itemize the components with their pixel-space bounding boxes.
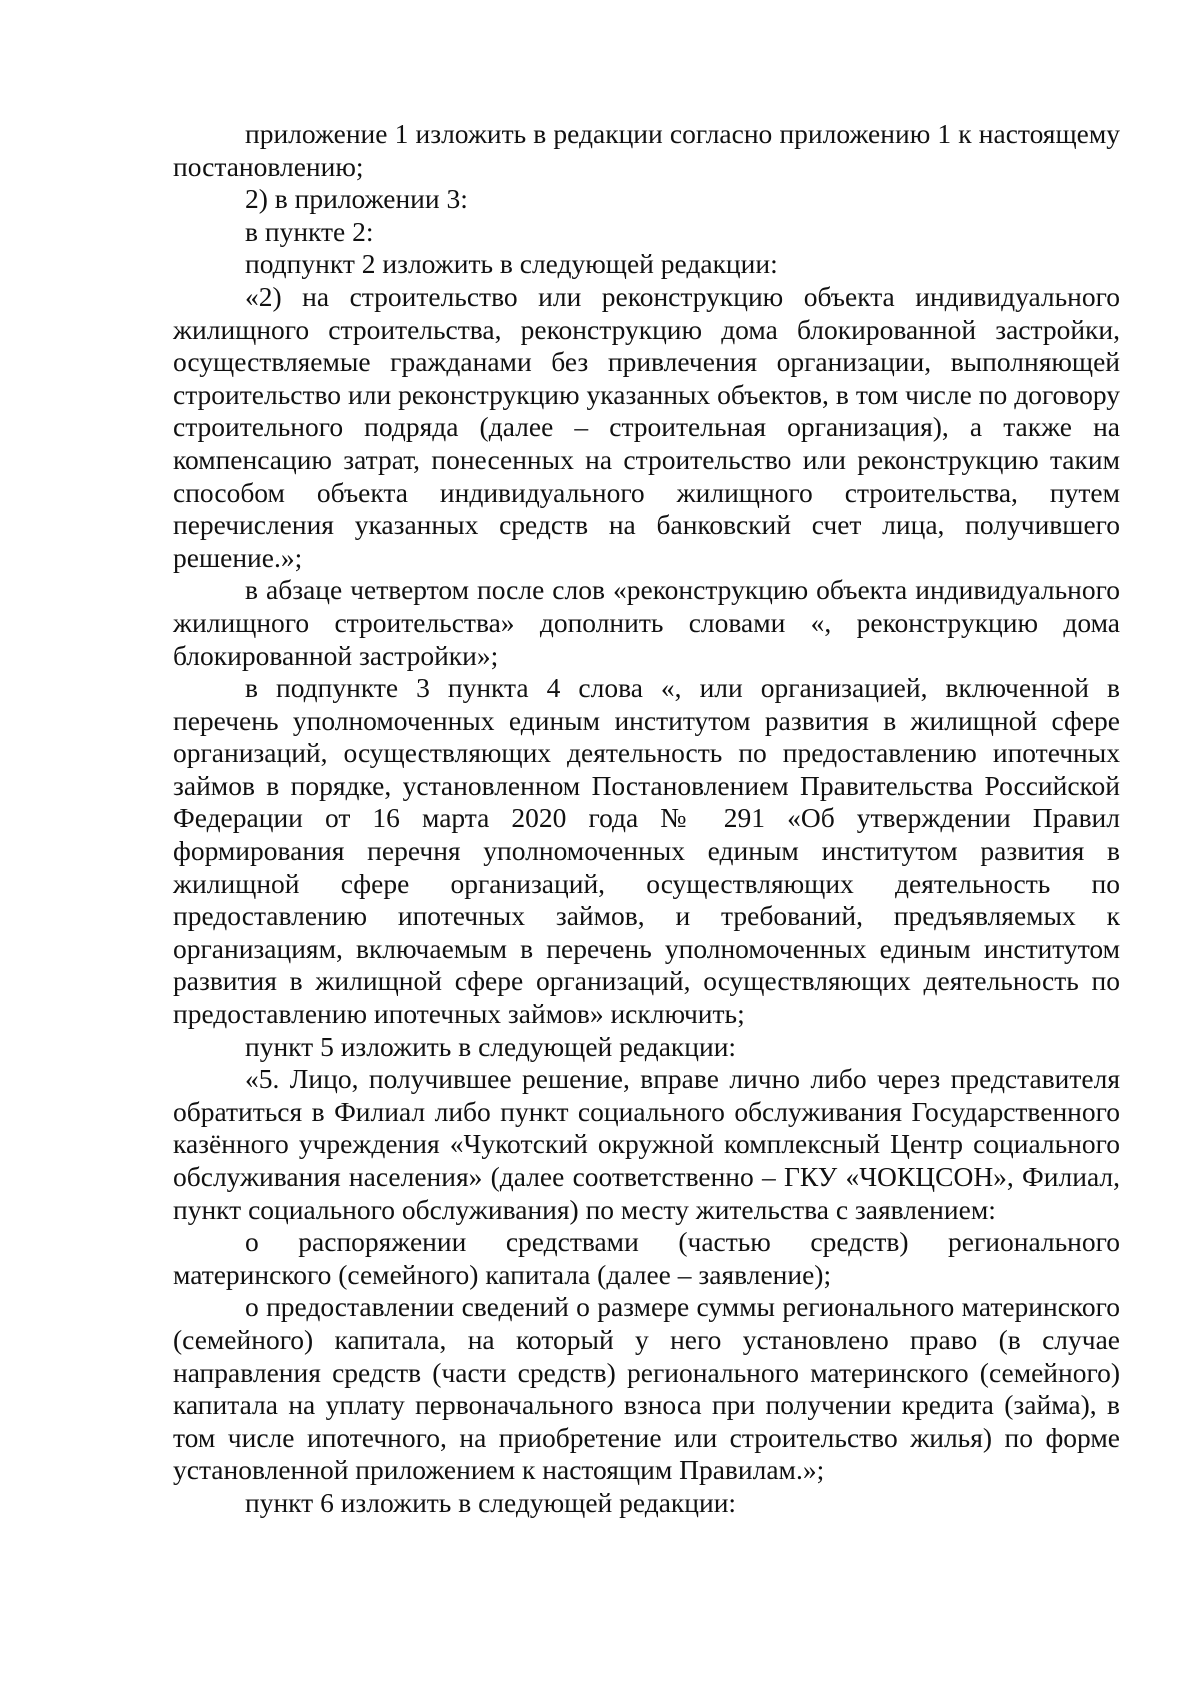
paragraph: о предоставлении сведений о размере суммы регионального материнского (семейного) капитала, на который у него установлено право (в случае направления средств (части средств) регионального материнского (семейного) капитала на уплату первоначального взноса при получении кредита (займа), в том числе ипотечного, на приобретение или строительство жилья) по форме установленной приложением к настоящим Правилам.»; (173, 1291, 1120, 1486)
paragraph: пункт 6 изложить в следующей редакции: (245, 1486, 737, 1518)
paragraph: 2) в приложении 3: (245, 183, 468, 215)
paragraph: в пункте 2: (245, 215, 374, 247)
document-body (173, 118, 1120, 1520)
paragraph: приложение 1 изложить в редакции согласно приложению 1 к настоящему постановлению; (173, 118, 1120, 182)
paragraph: подпункт 2 изложить в следующей редакции: (245, 248, 778, 280)
paragraph: пункт 5 изложить в следующей редакции: (245, 1030, 737, 1062)
paragraph: «5. Лицо, получившее решение, вправе лично либо через представителя обратиться в Филиал либо пункт социального обслуживания Государственного казённого учреждения «Чукотский окружной комплексный Центр социального обслуживания населения» (далее соответственно – ГКУ «ЧОКЦСОН», Филиал, пункт социального обслуживания) по месту жительства с заявлением: (173, 1063, 1120, 1225)
paragraph: «2) на строительство или реконструкцию объекта индивидуального жилищного строительства, реконструкцию дома блокированной застройки, осуществляемые гражданами без привлечения организации, выполняющей строительство или реконструкцию указанных объектов, в том числе по договору строительного подряда (далее – строительная организация), а также на компенсацию затрат, понесенных на строительство или реконструкцию таким способом объекта индивидуального жилищного строительства, путем перечисления указанных средств на банковский счет лица, получившего решение.»; (173, 280, 1120, 573)
paragraph: в подпункте 3 пункта 4 слова «, или организацией, включенной в перечень уполномоченных единым институтом развития в жилищной сфере организаций, осуществляющих деятельность по предоставлению ипотечных займов в порядке, установленном Постановлением Правительства Российской Федерации от 16 марта 2020 года № 291 «Об утверждении Правил формирования перечня уполномоченных единым институтом развития в жилищной сфере организаций, осуществляющих деятельность по предоставлению ипотечных займов, и требований, предъявляемых к организациям, включаемым в перечень уполномоченных единым институтом развития в жилищной сфере организаций, осуществляющих деятельность по предоставлению ипотечных займов» исключить; (173, 672, 1120, 1030)
paragraph: в абзаце четвертом после слов «реконструкцию объекта индивидуального жилищного строительства» дополнить словами «, реконструкцию дома блокированной застройки»; (173, 574, 1120, 671)
paragraph: о распоряжении средствами (частью средств) регионального материнского (семейного) капитала (далее – заявление); (173, 1226, 1120, 1290)
